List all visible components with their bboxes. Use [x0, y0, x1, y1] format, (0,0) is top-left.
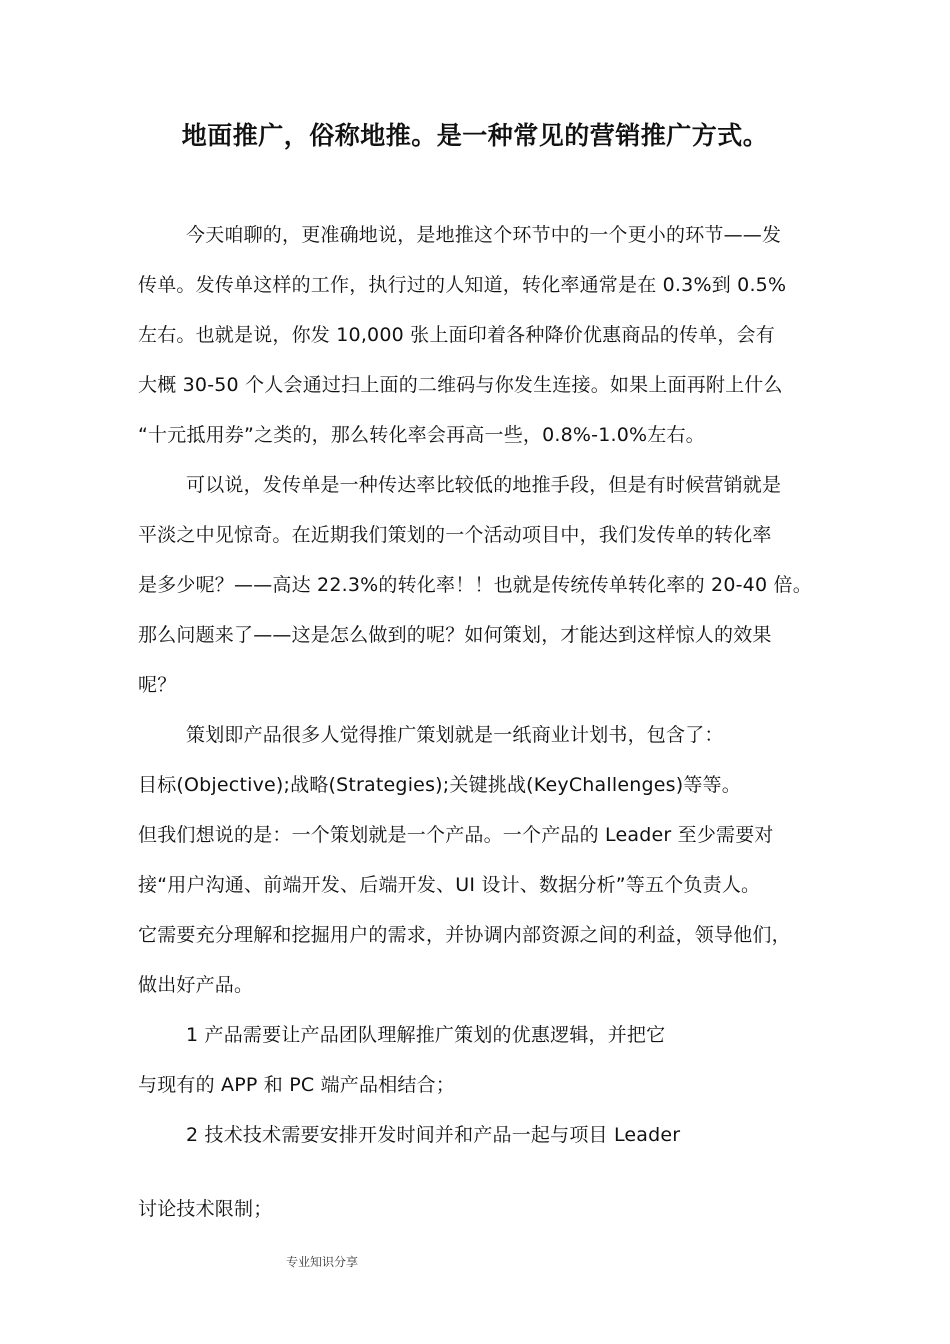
paragraph-line: 可以说，发传单是一种传达率比较低的地推手段，但是有时候营销就是	[186, 474, 782, 496]
paragraph-line: 是多少呢？——高达 22.3%的转化率！！也就是传统传单转化率的 20-40 倍。	[138, 574, 812, 596]
paragraph-line: 但我们想说的是：一个策划就是一个产品。一个产品的 Leader 至少需要对	[138, 824, 774, 846]
paragraph-line: 做出好产品。	[138, 974, 254, 996]
list-item-line: 讨论技术限制；	[138, 1198, 273, 1220]
paragraph-line: 传单。发传单这样的工作，执行过的人知道，转化率通常是在 0.3%到 0.5%	[138, 274, 787, 296]
paragraph-line: 今天咱聊的，更准确地说，是地推这个环节中的一个更小的环节——发	[186, 224, 782, 246]
paragraph-line: 策划即产品很多人觉得推广策划就是一纸商业计划书，包含了：	[186, 724, 724, 746]
paragraph-line: 左右。也就是说，你发 10,000 张上面印着各种降价优惠商品的传单，会有	[138, 324, 775, 346]
paragraph-line: 那么问题来了——这是怎么做到的呢？如何策划，才能达到这样惊人的效果	[138, 624, 772, 646]
paragraph-line: 平淡之中见惊奇。在近期我们策划的一个活动项目中，我们发传单的转化率	[138, 524, 772, 546]
paragraph-line: 目标(Objective);战略(Strategies);关键挑战(KeyChallenges)等等。	[138, 774, 741, 796]
paragraph-line: “十元抵用券”之类的，那么转化率会再高一些，0.8%-1.0%左右。	[138, 424, 705, 446]
paragraph-line: 它需要充分理解和挖掘用户的需求，并协调内部资源之间的利益，领导他们，	[138, 924, 791, 946]
list-item-line: 2 技术技术需要安排开发时间并和产品一起与项目 Leader	[186, 1124, 681, 1146]
page-title: 地面推广，俗称地推。是一种常见的营销推广方式。	[181, 121, 769, 150]
paragraph-line: 接“用户沟通、前端开发、后端开发、UI 设计、数据分析”等五个负责人。	[138, 874, 761, 896]
paragraph-line: 大概 30-50 个人会通过扫上面的二维码与你发生连接。如果上面再附上什么	[138, 374, 783, 396]
list-item-line: 1 产品需要让产品团队理解推广策划的优惠逻辑，并把它	[186, 1024, 666, 1046]
list-item-line: 与现有的 APP 和 PC 端产品相结合；	[138, 1074, 455, 1096]
paragraph-line: 呢？	[138, 674, 177, 696]
page-footer: 专业知识分享	[286, 1255, 359, 1269]
